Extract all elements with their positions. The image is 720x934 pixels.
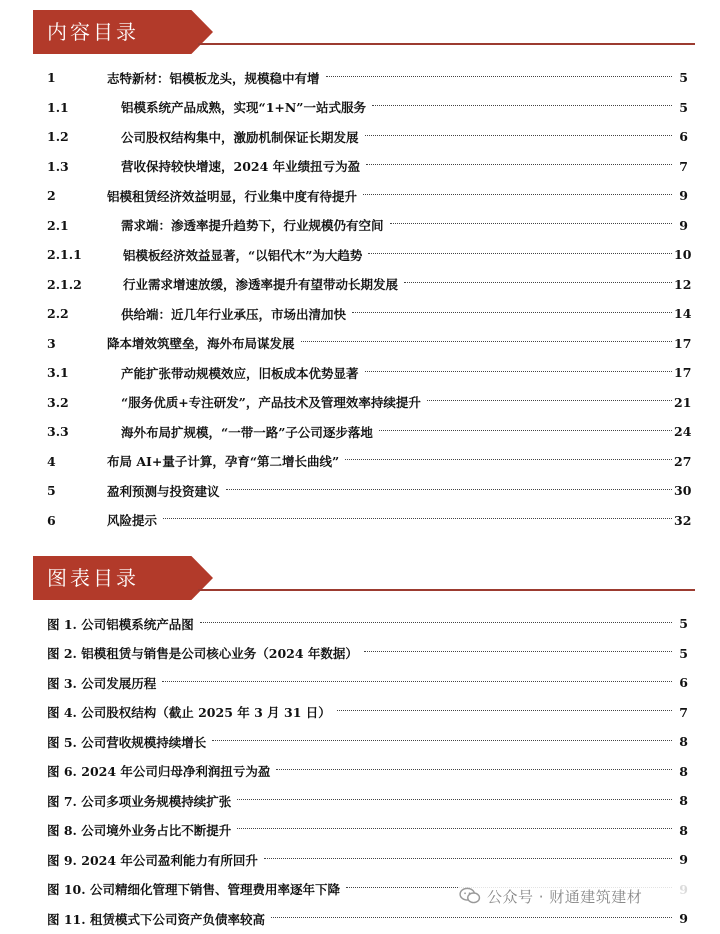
figure-item-title: 图 1. 公司铝模系统产品图 (47, 616, 194, 632)
dot-leader (163, 517, 672, 519)
toc-item-title: 需求端：渗透率提升趋势下，行业规模仍有空间 (121, 218, 384, 234)
toc-header (33, 10, 695, 54)
toc-item-number: 2 (47, 188, 56, 204)
toc-item-title: 布局 AI+量子计算，孕育“第二增长曲线” (107, 454, 340, 470)
dot-leader (226, 488, 672, 490)
dot-leader (364, 650, 672, 652)
toc-item-number: 3.1 (47, 365, 69, 381)
toc-item-page: 32 (674, 512, 692, 528)
figure-item-page: 8 (679, 734, 688, 750)
figure-item-page: 8 (679, 763, 688, 779)
toc-item-title: 公司股权结构集中，激励机制保证长期发展 (121, 129, 359, 145)
toc-item[interactable] (47, 299, 692, 329)
toc-item[interactable] (47, 181, 688, 211)
toc-item-page: 21 (674, 394, 692, 410)
toc-item[interactable] (47, 93, 688, 123)
figure-item[interactable] (47, 639, 688, 669)
toc-item-page: 12 (674, 276, 692, 292)
toc-item-number: 2.1 (47, 217, 69, 233)
fig-header-rule (198, 589, 695, 591)
watermark-text: 公众号 · 财通建筑建材 (487, 887, 643, 906)
toc-item-page: 17 (674, 335, 692, 351)
toc-item-title: 志特新材：铝模板龙头，规模稳中有增 (107, 70, 320, 86)
dot-leader (337, 709, 672, 711)
toc-item-page: 9 (679, 217, 688, 233)
figure-item[interactable] (47, 609, 688, 639)
toc-item-page: 7 (679, 158, 688, 174)
figure-item[interactable] (47, 698, 688, 728)
toc-item-page: 30 (674, 483, 692, 499)
figure-item-title: 图 10. 公司精细化管理下销售、管理费用率逐年下降 (47, 882, 340, 898)
toc-item-number: 3 (47, 335, 56, 351)
toc-item-number: 4 (47, 453, 56, 469)
toc-item-number: 2.1.2 (47, 276, 82, 292)
toc-item[interactable] (47, 388, 692, 418)
toc-item-number: 3.2 (47, 394, 69, 410)
figure-item-page: 6 (679, 675, 688, 691)
toc-item-page: 27 (674, 453, 692, 469)
toc-item[interactable] (47, 211, 688, 241)
fig-header (33, 556, 695, 600)
toc-item-page: 14 (674, 306, 692, 322)
toc-item-title: 铝模系统产品成熟，实现“1+N”一站式服务 (121, 100, 366, 116)
dot-leader (200, 621, 672, 623)
figure-item-title: 图 3. 公司发展历程 (47, 675, 157, 691)
figure-item-title: 图 5. 公司营收规模持续增长 (47, 734, 207, 750)
toc-item-title: 行业需求增速放缓，渗透率提升有望带动长期发展 (123, 277, 399, 293)
dot-leader (365, 134, 672, 136)
dot-leader (404, 281, 672, 283)
figure-item-page: 5 (679, 645, 688, 661)
toc-item-title: 铝模板经济效益显著，“以铝代木”为大趋势 (123, 247, 363, 263)
figure-item[interactable] (47, 727, 688, 757)
figure-item-title: 图 7. 公司多项业务规模持续扩张 (47, 793, 232, 809)
dot-leader (379, 429, 672, 431)
dot-leader (326, 75, 672, 77)
dot-leader (212, 739, 672, 741)
dot-leader (237, 798, 672, 800)
toc-item-number: 2.2 (47, 306, 69, 322)
toc-item-title: 风险提示 (107, 513, 158, 529)
dot-leader (301, 340, 672, 342)
figure-item-page: 5 (679, 616, 688, 632)
toc-item-title: 海外布局扩规模，“一带一路”子公司逐步落地 (121, 424, 373, 440)
toc-item-page: 6 (679, 129, 688, 145)
figure-item-page: 8 (679, 793, 688, 809)
fig-header-title: 图表目录 (47, 566, 139, 590)
figure-item-title: 图 4. 公司股权结构（截止 2025 年 3 月 31 日） (47, 705, 331, 721)
toc-item-number: 1.2 (47, 129, 69, 145)
toc-item-title: 降本增效筑壁垒，海外布局谋发展 (107, 336, 295, 352)
toc-item-number: 1 (47, 70, 56, 86)
toc-item-title: 铝模租赁经济效益明显，行业集中度有待提升 (107, 188, 358, 204)
figure-item-title: 图 9. 2024 年公司盈利能力有所回升 (47, 852, 258, 868)
toc-item[interactable] (47, 506, 692, 536)
toc-header-title: 内容目录 (47, 20, 139, 44)
wechat-icon (459, 887, 481, 905)
dot-leader (368, 252, 672, 254)
dot-leader (352, 311, 672, 313)
figure-item[interactable] (47, 816, 688, 846)
toc-item[interactable] (47, 358, 692, 388)
toc-item-number: 2.1.1 (47, 247, 82, 263)
toc-item-number: 1.1 (47, 99, 69, 115)
toc-item-number: 6 (47, 512, 56, 528)
toc-item-page: 17 (674, 365, 692, 381)
toc-header-rule (198, 43, 695, 45)
dot-leader (237, 827, 672, 829)
toc-item-title: 营收保持较快增速，2024 年业绩扭亏为盈 (121, 159, 361, 175)
watermark (459, 882, 709, 910)
figure-item-title: 图 11. 租赁模式下公司资产负债率较高 (47, 911, 265, 927)
dot-leader (271, 916, 672, 918)
toc-item-page: 9 (679, 188, 688, 204)
dot-leader (363, 193, 672, 195)
toc-item-page: 5 (679, 99, 688, 115)
toc-item-title: 供给端：近几年行业承压，市场出清加快 (121, 306, 347, 322)
toc-item-number: 1.3 (47, 158, 69, 174)
toc-item[interactable] (47, 476, 692, 506)
toc-item[interactable] (47, 417, 692, 447)
toc-item[interactable] (47, 270, 692, 300)
figure-item[interactable] (47, 757, 688, 787)
dot-leader (264, 857, 672, 859)
toc-item[interactable] (47, 152, 688, 182)
figure-item[interactable] (47, 845, 688, 875)
toc-item[interactable] (47, 63, 688, 93)
dot-leader (276, 768, 672, 770)
toc-item[interactable] (47, 240, 692, 270)
figure-item-page: 9 (679, 852, 688, 868)
figure-item-title: 图 6. 2024 年公司归母净利润扭亏为盈 (47, 764, 271, 780)
dot-leader (345, 458, 672, 460)
toc-item[interactable] (47, 447, 692, 477)
dot-leader (366, 163, 672, 165)
dot-leader (427, 399, 672, 401)
dot-leader (372, 104, 672, 106)
toc-item-title: “服务优质+专注研发”，产品技术及管理效率持续提升 (121, 395, 421, 411)
table-of-contents (47, 63, 692, 535)
toc-item[interactable] (47, 329, 692, 359)
toc-item-page: 5 (679, 70, 688, 86)
toc-item-title: 盈利预测与投资建议 (107, 483, 220, 499)
figure-item-page: 8 (679, 822, 688, 838)
dot-leader (365, 370, 672, 372)
figure-item-title: 图 8. 公司境外业务占比不断提升 (47, 823, 232, 839)
toc-item[interactable] (47, 122, 688, 152)
toc-item-page: 10 (674, 247, 692, 263)
toc-item-title: 产能扩张带动规模效应，旧板成本优势显著 (121, 365, 359, 381)
toc-item-page: 24 (674, 424, 692, 440)
dot-leader (390, 222, 672, 224)
dot-leader (162, 680, 672, 682)
figure-item[interactable] (47, 668, 688, 698)
toc-item-number: 3.3 (47, 424, 69, 440)
figure-item-page: 9 (679, 911, 688, 927)
figure-item-page: 7 (679, 704, 688, 720)
figure-item[interactable] (47, 786, 688, 816)
figure-item-title: 图 2. 铝模租赁与销售是公司核心业务（2024 年数据） (47, 646, 358, 662)
toc-item-number: 5 (47, 483, 56, 499)
